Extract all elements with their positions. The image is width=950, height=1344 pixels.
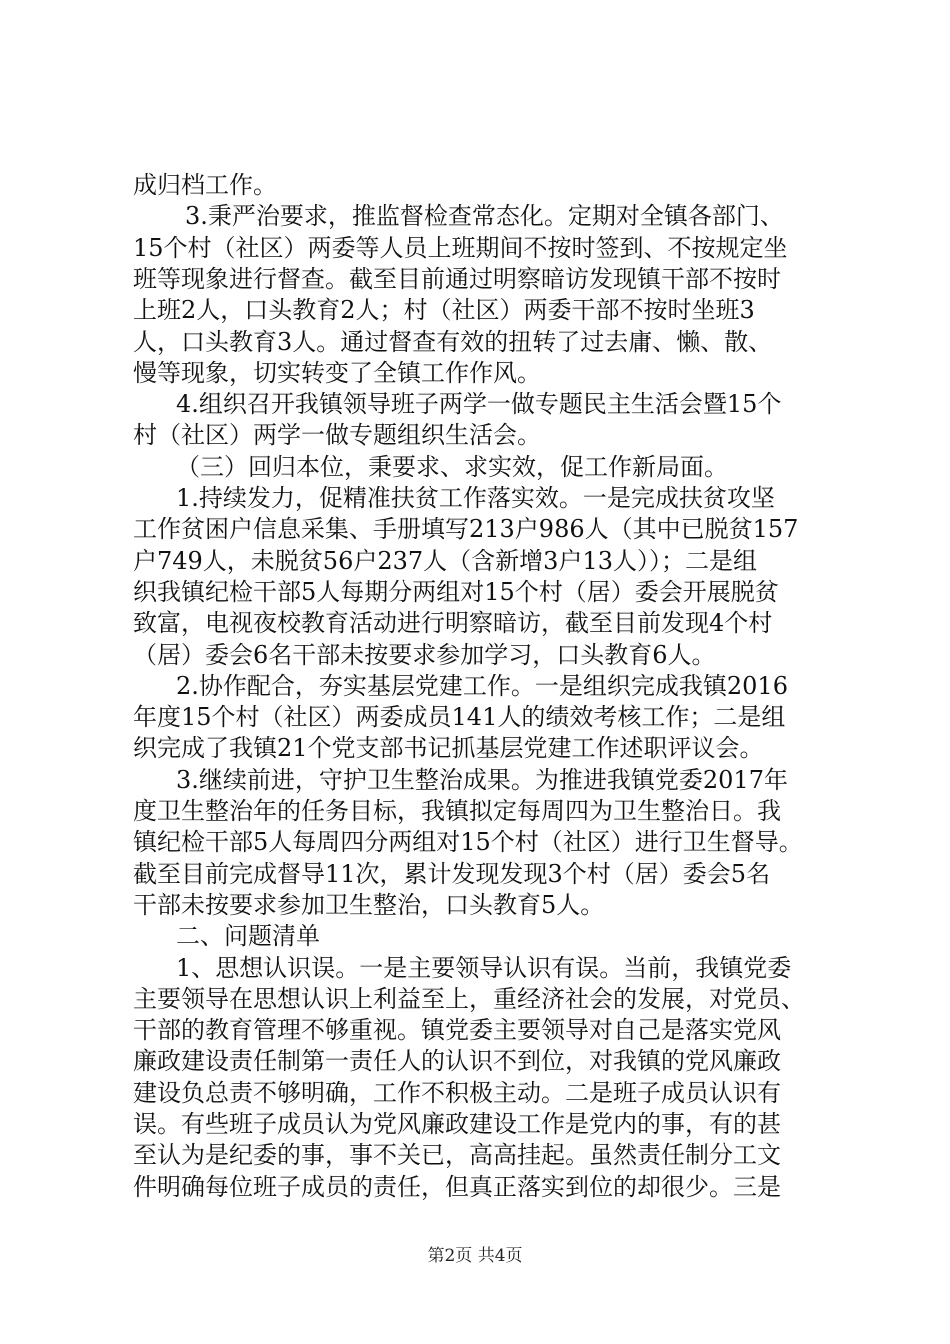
text-line: 主要领导在思想认识上利益至上，重经济社会的发展，对党员、	[133, 984, 805, 1013]
text-line: 截至目前完成督导11次，累计发现发现3个村（居）委会5名	[133, 859, 771, 888]
text-line: 干部未按要求参加卫生整治，口头教育5人。	[133, 890, 605, 919]
page-footer: 第2页 共4页	[427, 1246, 523, 1266]
text-line: 4.组织召开我镇领导班子两学一做专题民主生活会暨15个	[176, 390, 782, 419]
section-heading: 二、问题清单	[176, 922, 320, 951]
text-line: 致富，电视夜校教育活动进行明察暗访，截至目前发现4个村	[133, 609, 773, 638]
text-line: 3.秉严治要求，推监督检查常态化。定期对全镇各部门、	[185, 202, 784, 231]
text-line: 镇纪检干部5人每周四分两组对15个村（社区）进行卫生督导。	[133, 828, 803, 857]
text-line: 干部的教育管理不够重视。镇党委主要领导对自己是落实党风	[133, 1016, 781, 1045]
text-line: 15个村（社区）两委等人员上班期间不按时签到、不按规定坐	[133, 233, 788, 262]
text-line: 建设负总责不够明确，工作不积极主动。二是班子成员认识有	[133, 1078, 781, 1107]
text-line: 村（社区）两学一做专题组织生活会。	[133, 421, 541, 450]
text-line: 年度15个村（社区）两委成员141人的绩效考核工作；二是组	[133, 703, 786, 732]
text-line: 1、思想认识误。一是主要领导认识有误。当前，我镇党委	[176, 953, 792, 982]
text-line: 班等现象进行督查。截至目前通过明察暗访发现镇干部不按时	[133, 264, 781, 293]
text-line: 误。有些班子成员认为党风廉政建设工作是党内的事，有的甚	[133, 1110, 781, 1138]
text-line: 2.协作配合，夯实基层党建工作。一是组织完成我镇2016	[176, 671, 788, 700]
text-line: 慢等现象，切实转变了全镇工作作风。	[133, 358, 541, 387]
text-line: 成归档工作。	[133, 171, 277, 199]
text-line: 廉政建设责任制第一责任人的认识不到位，对我镇的党风廉政	[133, 1047, 781, 1076]
text-line: 件明确每位班子成员的责任，但真正落实到位的却很少。三是	[133, 1172, 781, 1201]
text-line: （居）委会6名干部未按要求参加学习，口头教育6人。	[133, 640, 716, 669]
text-line: 户749人，未脱贫56户237人（含新增3户13人））；二是组	[133, 546, 757, 575]
text-line: 1.持续发力，促精准扶贫工作落实效。一是完成扶贫攻坚	[176, 484, 775, 512]
text-line: 上班2人，口头教育2人；村（社区）两委干部不按时坐班3	[133, 296, 755, 325]
text-line: 织完成了我镇21个党支部书记抓基层党建工作述职评议会。	[133, 734, 764, 763]
text-line: 3.继续前进，守护卫生整治成果。为推进我镇党委2017年	[176, 765, 788, 794]
text-line: 至认为是纪委的事，事不关已，高高挂起。虽然责任制分工文	[133, 1141, 781, 1170]
text-line: 度卫生整治年的任务目标，我镇拟定每周四为卫生整治日。我	[133, 797, 781, 825]
text-line: （三）回归本位，秉要求、求实效，促工作新局面。	[176, 452, 728, 481]
text-line: 人，口头教育3人。通过督查有效的扭转了过去庸、懒、散、	[133, 327, 773, 356]
text-line: 工作贫困户信息采集、手册填写213户986人（其中已脱贫157	[133, 515, 799, 544]
text-line: 织我镇纪检干部5人每期分两组对15个村（居）委会开展脱贫	[133, 577, 779, 606]
